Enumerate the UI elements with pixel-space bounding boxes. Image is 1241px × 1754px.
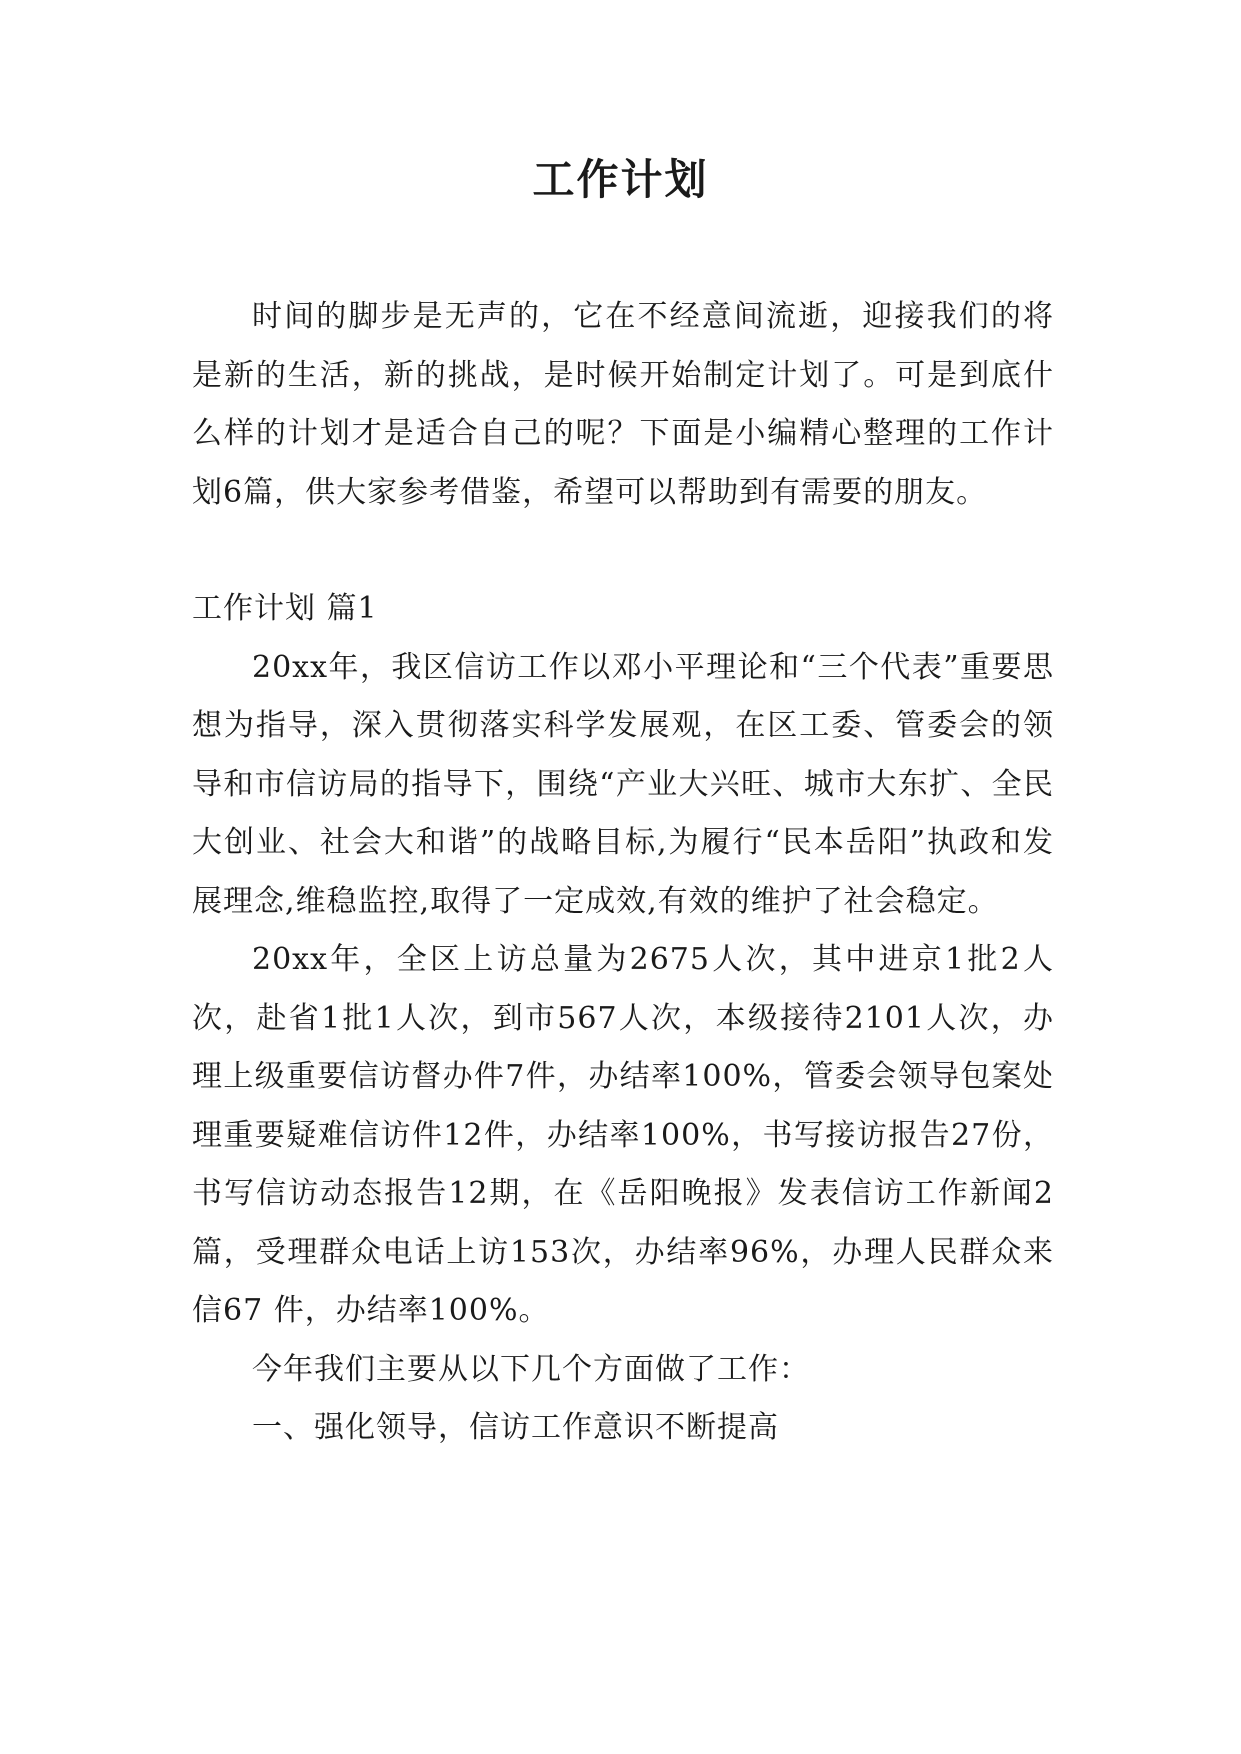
- spacer: [192, 522, 1054, 580]
- document-body: [192, 288, 1054, 1458]
- paragraph-2: 20xx年，全区上访总量为2675人次，其中进京1批2人次，赴省1批1人次，到市567人次，本级接待2101人次，办理上级重要信访督办件7件，办结率100%，管委会领导包案处理重要疑难信访件12件，办结率100%，书写接访报告27份，书写信访动态报告12期，在《岳阳晚报》发表信访工作新闻2篇，受理群众电话上访153次，办结率96%，办理人民群众来信67 件，办结率100%。: [192, 942, 1054, 1328]
- subheading-1: 一、强化领导，信访工作意识不断提高: [252, 1410, 779, 1445]
- paragraph-1: 20xx年，我区信访工作以邓小平理论和“三个代表”重要思想为指导，深入贯彻落实科学发展观，在区工委、管委会的领导和市信访局的指导下，围绕“产业大兴旺、城市大东扩、全民大创业、社会大和谐”的战略目标,为履行“民本岳阳”执政和发展理念,维稳监控,取得了一定成效,有效的维护了社会稳定。: [192, 649, 1054, 919]
- document-title: 工作计划: [532, 155, 709, 204]
- paragraph-3: 今年我们主要从以下几个方面做了工作：: [252, 1351, 810, 1387]
- intro-paragraph: 时间的脚步是无声的，它在不经意间流逝，迎接我们的将是新的生活，新的挑战，是时候开始制定计划了。可是到底什么样的计划才是适合自己的呢？下面是小编精心整理的工作计划6篇，供大家参考借鉴，希望可以帮助到有需要的朋友。: [192, 299, 1054, 510]
- section-heading: 工作计划 篇1: [192, 591, 378, 626]
